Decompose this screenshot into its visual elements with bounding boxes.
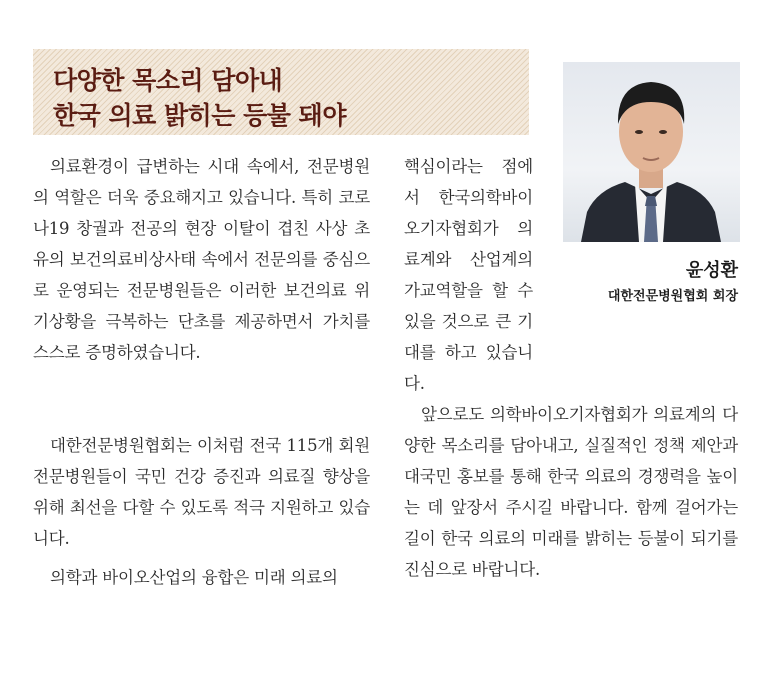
body-paragraph-2: 대한전문병원협회는 이처럼 전국 115개 회원 전문병원들이 국민 건강 증진과 의료질 향상을 위해 최선을 다할 수 있도록 적극 지원하고 있습니다. bbox=[33, 436, 370, 548]
author-photo bbox=[563, 62, 740, 242]
headline-box bbox=[33, 49, 529, 135]
body-paragraph-3: 의학과 바이오산업의 융합은 미래 의료의 bbox=[50, 568, 338, 587]
headline-line-2: 한국 의료 밝히는 등불 돼야 bbox=[53, 101, 346, 130]
body-paragraph-1: 의료환경이 급변하는 시대 속에서, 전문병원의 역할은 더욱 중요해지고 있습니다. 특히 코로나19 창궐과 전공의 현장 이탈이 겹친 사상 초유의 보건의료비상사태 속에서 전문의를 중심으로 운영되는 전문병원들은 이러한 보건의료 위기상황을 극복하는 단초를 제공하면서 가치를 스스로 증명하였습니다. bbox=[33, 157, 370, 362]
headline-line-1: 다양한 목소리 담아내 bbox=[53, 66, 283, 95]
portrait-illustration bbox=[563, 62, 740, 242]
author-name: 윤성환 bbox=[685, 260, 738, 281]
body-paragraph-4-text: 핵심이라는 점에서 한국의학바이오기자협회가 의료계와 산업계의 가교역할을 할 수 있을 것으로 큰 기대를 하고 있습니다. bbox=[404, 157, 533, 393]
author-title: 대한전문병원협회 회장 bbox=[607, 289, 738, 304]
body-paragraph-5: 앞으로도 의학바이오기자협회가 의료계의 다양한 목소리를 담아내고, 실질적인 정책 제안과 대국민 홍보를 통해 한국 의료의 경쟁력을 높이는 데 앞장서 주시길 바랍니다. 함께 걸어가는 길이 한국 의료의 미래를 밝히는 등불이 되기를 진심으로 바랍니다. bbox=[404, 405, 738, 579]
